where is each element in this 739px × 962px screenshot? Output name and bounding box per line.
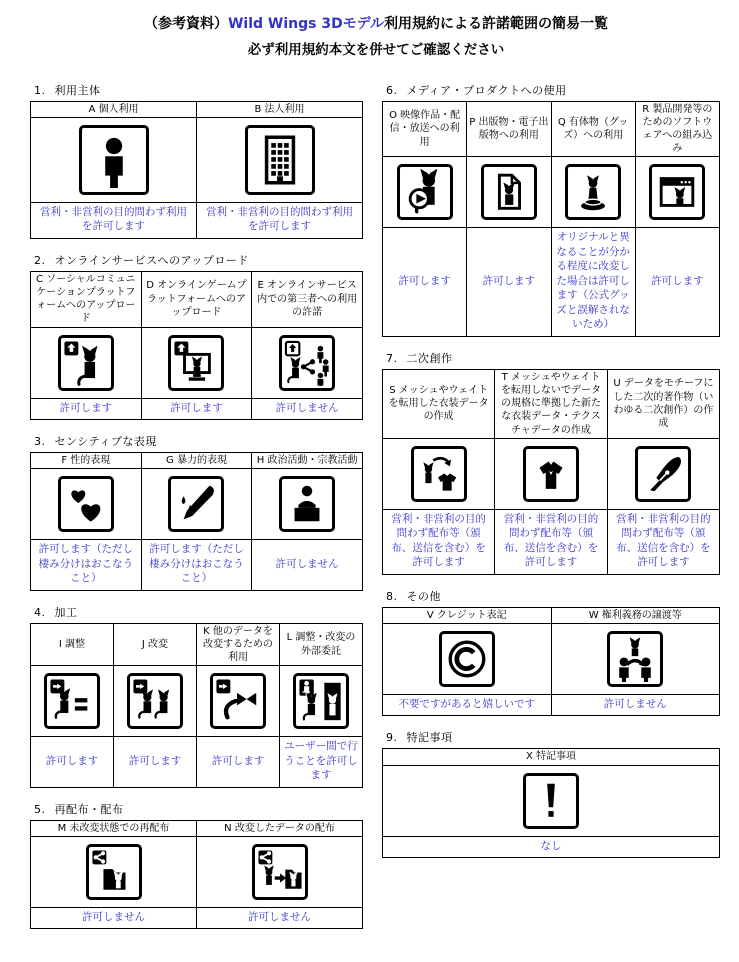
icon-box bbox=[58, 335, 114, 391]
section-heading bbox=[386, 729, 720, 745]
permission-cell: 許可します（ただし棲み分けはおこなうこと） bbox=[141, 540, 252, 590]
icon-box bbox=[168, 476, 224, 532]
adjust-equal-icon bbox=[49, 678, 95, 724]
icon-row bbox=[383, 157, 720, 228]
icon-box bbox=[210, 673, 266, 729]
icon-box bbox=[79, 125, 149, 195]
section-title: メディア・プロダクトへの使用 bbox=[406, 83, 567, 97]
permission-table bbox=[382, 101, 720, 337]
icon-cell bbox=[252, 327, 363, 398]
section-heading bbox=[386, 588, 720, 604]
icon-row bbox=[383, 438, 720, 509]
header-cell: L 調整・改変の外部委託 bbox=[280, 623, 363, 666]
icon-cell bbox=[197, 117, 363, 202]
permission-row bbox=[31, 202, 363, 238]
redistribute-folder-icon bbox=[91, 849, 137, 895]
outfit-new-icon bbox=[528, 451, 574, 497]
header-cell: E オンラインサービス内での第三者への利用の許諾 bbox=[252, 271, 363, 327]
header-row bbox=[31, 271, 363, 327]
icon-row bbox=[31, 469, 363, 540]
icon-row bbox=[31, 117, 363, 202]
modify-cats-icon bbox=[132, 678, 178, 724]
permission-cell: 許可しません bbox=[197, 907, 363, 928]
permission-cell: 営利・非営利の目的問わず配布等（頒布、送信を含む）を許可します bbox=[607, 509, 719, 574]
permission-table bbox=[30, 820, 363, 930]
header-cell: X 特記事項 bbox=[383, 749, 720, 765]
columns-container bbox=[30, 82, 722, 943]
hearts-icon bbox=[63, 481, 109, 527]
left-column bbox=[30, 82, 363, 943]
icon-cell bbox=[31, 469, 142, 540]
icon-box bbox=[635, 446, 691, 502]
permission-row bbox=[31, 540, 363, 590]
permission-row bbox=[383, 509, 720, 574]
header-cell: A 個人利用 bbox=[31, 101, 197, 117]
permission-cell: 許可しません bbox=[31, 907, 197, 928]
permission-cell: 許可します bbox=[467, 228, 551, 336]
notice-exclamation-icon bbox=[528, 778, 574, 824]
section-heading bbox=[34, 252, 363, 268]
podium-speech-icon bbox=[284, 481, 330, 527]
section-5 bbox=[30, 801, 363, 930]
section-heading bbox=[34, 433, 363, 449]
icon-cell bbox=[31, 666, 114, 737]
page-title bbox=[30, 14, 722, 36]
header-row bbox=[383, 749, 720, 765]
header-cell: N 改変したデータの配布 bbox=[197, 820, 363, 836]
header-cell: W 権利義務の譲渡等 bbox=[551, 607, 720, 623]
permission-cell: 不要ですがあると嬉しいです bbox=[383, 694, 552, 715]
permission-cell: 許可しません bbox=[252, 540, 363, 590]
icon-box bbox=[607, 631, 663, 687]
modify-other-data-icon bbox=[215, 678, 261, 724]
person-icon bbox=[86, 132, 142, 188]
section-number: 7. bbox=[386, 351, 398, 365]
permission-cell: なし bbox=[383, 836, 720, 857]
header-row bbox=[31, 101, 363, 117]
section-heading bbox=[34, 801, 363, 817]
header-row bbox=[383, 101, 720, 157]
permission-cell: 許可します bbox=[31, 398, 142, 419]
permission-cell: 営利・非営利の目的問わず利用を許可します bbox=[197, 202, 363, 238]
icon-box bbox=[168, 335, 224, 391]
header-row bbox=[31, 453, 363, 469]
permission-row bbox=[31, 907, 363, 928]
header-cell: T メッシュやウェイトを転用しないでデータの規格に準拠した新たな衣装データ・テクスチャデータの作成 bbox=[495, 369, 607, 438]
permission-table bbox=[382, 369, 720, 575]
icon-box bbox=[245, 125, 315, 195]
icon-row bbox=[31, 836, 363, 907]
header-cell: K 他のデータを改変するための利用 bbox=[197, 623, 280, 666]
section-title: センシティブな表現 bbox=[54, 435, 157, 449]
permission-table bbox=[30, 452, 363, 591]
icon-box bbox=[649, 164, 705, 220]
icon-cell bbox=[467, 157, 551, 228]
permission-row bbox=[383, 836, 720, 857]
permission-table bbox=[30, 101, 363, 239]
header-cell: F 性的表現 bbox=[31, 453, 142, 469]
permission-row bbox=[31, 398, 363, 419]
header-cell: V クレジット表記 bbox=[383, 607, 552, 623]
section-number: 2. bbox=[34, 253, 46, 267]
permission-cell: 営利・非営利の目的問わず利用を許可します bbox=[31, 202, 197, 238]
header-cell: C ソーシャルコミュニケーションプラットフォームへのアップロード bbox=[31, 271, 142, 327]
section-6 bbox=[382, 82, 720, 337]
icon-box bbox=[127, 673, 183, 729]
section-heading bbox=[34, 604, 363, 620]
publication-page-icon bbox=[486, 169, 532, 215]
header-cell: D オンラインゲームプラットフォームへのアップロード bbox=[141, 271, 252, 327]
header-row bbox=[31, 820, 363, 836]
section-title: 二次創作 bbox=[406, 351, 453, 365]
section-8 bbox=[382, 588, 720, 717]
section-7 bbox=[382, 350, 720, 575]
section-title: 加工 bbox=[54, 605, 78, 619]
permission-cell: 許可します bbox=[141, 398, 252, 419]
section-2 bbox=[30, 252, 363, 420]
icon-box bbox=[411, 446, 467, 502]
icon-cell bbox=[635, 157, 719, 228]
header-cell: O 映像作品・配信・放送への利用 bbox=[383, 101, 467, 157]
permission-cell: オリジナルと異なることが分かる程度に改変した場合は許可します（公式グッズと誤解されないため） bbox=[551, 228, 635, 336]
permission-cell: 許可します bbox=[114, 737, 197, 787]
header-cell: S メッシュやウェイトを転用した衣装データの作成 bbox=[383, 369, 495, 438]
permission-cell: 営利・非営利の目的問わず配布等（頒布、送信を含む）を許可します bbox=[383, 509, 495, 574]
icon-cell bbox=[114, 666, 197, 737]
building-icon bbox=[252, 132, 308, 188]
section-title: 特記事項 bbox=[406, 731, 453, 745]
third-party-license-icon bbox=[284, 340, 330, 386]
icon-box bbox=[252, 844, 308, 900]
header-row bbox=[383, 369, 720, 438]
icon-cell bbox=[141, 327, 252, 398]
permission-cell: 許可しません bbox=[252, 398, 363, 419]
icon-cell bbox=[252, 469, 363, 540]
copyright-icon bbox=[444, 636, 490, 682]
section-1 bbox=[30, 82, 363, 239]
page-subtitle: 必ず利用規約本文を併せてご確認ください bbox=[247, 41, 505, 58]
icon-row bbox=[31, 327, 363, 398]
icon-cell bbox=[495, 438, 607, 509]
permission-cell: 許可します bbox=[635, 228, 719, 336]
section-title: オンラインサービスへのアップロード bbox=[54, 253, 249, 267]
section-number: 3. bbox=[34, 435, 46, 449]
section-3 bbox=[30, 433, 363, 591]
permission-row bbox=[383, 694, 720, 715]
icon-box bbox=[397, 164, 453, 220]
software-window-icon bbox=[654, 169, 700, 215]
title-prefix: （参考資料） bbox=[143, 16, 228, 32]
section-number: 6. bbox=[386, 83, 398, 97]
permission-cell: 許可します bbox=[197, 737, 280, 787]
goods-figure-icon bbox=[570, 169, 616, 215]
distribute-modified-icon bbox=[257, 849, 303, 895]
icon-box bbox=[439, 631, 495, 687]
section-title: 利用主体 bbox=[54, 83, 101, 97]
permission-table bbox=[30, 623, 363, 788]
icon-row bbox=[383, 623, 720, 694]
icon-cell bbox=[141, 469, 252, 540]
knife-icon bbox=[173, 481, 219, 527]
section-number: 4. bbox=[34, 605, 46, 619]
icon-box bbox=[279, 476, 335, 532]
section-number: 9. bbox=[386, 731, 398, 745]
permission-table bbox=[382, 607, 720, 717]
icon-cell bbox=[383, 438, 495, 509]
icon-box bbox=[86, 844, 142, 900]
section-heading bbox=[34, 82, 363, 98]
permission-row bbox=[383, 228, 720, 336]
upload-game-icon bbox=[173, 340, 219, 386]
icon-cell bbox=[383, 623, 552, 694]
icon-row bbox=[383, 765, 720, 836]
title-suffix: 利用規約による許諾範囲の簡易一覧 bbox=[384, 16, 609, 32]
header-cell: H 政治活動・宗教活動 bbox=[252, 453, 363, 469]
header-cell: U データをモチーフにした二次的著作物（いわゆる二次創作）の作成 bbox=[607, 369, 719, 438]
permission-table bbox=[382, 748, 720, 858]
icon-cell bbox=[551, 623, 720, 694]
icon-box bbox=[523, 446, 579, 502]
section-number: 1. bbox=[34, 83, 46, 97]
section-4 bbox=[30, 604, 363, 788]
permission-cell: ユーザー間で行うことを許可します bbox=[280, 737, 363, 787]
section-heading bbox=[386, 350, 720, 366]
icon-box bbox=[481, 164, 537, 220]
icon-box bbox=[565, 164, 621, 220]
header-row bbox=[31, 623, 363, 666]
header-cell: J 改変 bbox=[114, 623, 197, 666]
permission-cell: 営利・非営利の目的問わず配布等（頒布、送信を含む）を許可します bbox=[495, 509, 607, 574]
icon-box bbox=[293, 673, 349, 729]
header-cell: Q 有体物（グッズ）への利用 bbox=[551, 101, 635, 157]
header-cell: G 暴力的表現 bbox=[141, 453, 252, 469]
icon-box bbox=[523, 773, 579, 829]
permission-row bbox=[31, 737, 363, 787]
icon-row bbox=[31, 666, 363, 737]
icon-cell bbox=[280, 666, 363, 737]
icon-box bbox=[44, 673, 100, 729]
video-play-icon bbox=[402, 169, 448, 215]
icon-cell bbox=[31, 117, 197, 202]
icon-cell bbox=[607, 438, 719, 509]
icon-cell bbox=[383, 765, 720, 836]
header-cell: M 未改変状態での再配布 bbox=[31, 820, 197, 836]
icon-cell bbox=[383, 157, 467, 228]
icon-cell bbox=[31, 836, 197, 907]
section-title: 再配布・配布 bbox=[54, 802, 124, 816]
header-cell: R 製品開発等のためのソフトウェアへの組み込み bbox=[635, 101, 719, 157]
rights-transfer-icon bbox=[612, 636, 658, 682]
upload-social-icon bbox=[63, 340, 109, 386]
section-number: 8. bbox=[386, 589, 398, 603]
section-heading bbox=[386, 82, 720, 98]
icon-cell bbox=[31, 327, 142, 398]
permission-cell: 許可します bbox=[31, 737, 114, 787]
permission-cell: 許可しません bbox=[551, 694, 720, 715]
right-column bbox=[382, 82, 720, 871]
icon-cell bbox=[197, 666, 280, 737]
section-number: 5. bbox=[34, 802, 46, 816]
outfit-reuse-icon bbox=[416, 451, 462, 497]
icon-cell bbox=[551, 157, 635, 228]
icon-cell bbox=[197, 836, 363, 907]
title-brand: Wild Wings 3Dモデル bbox=[227, 16, 385, 32]
fanart-pen-icon bbox=[640, 451, 686, 497]
header-cell: B 法人利用 bbox=[197, 101, 363, 117]
section-title: その他 bbox=[406, 589, 441, 603]
header-cell: P 出版物・電子出版物への利用 bbox=[467, 101, 551, 157]
icon-box bbox=[279, 335, 335, 391]
permission-cell: 許可します（ただし棲み分けはおこなうこと） bbox=[31, 540, 142, 590]
section-9 bbox=[382, 729, 720, 858]
icon-box bbox=[58, 476, 114, 532]
permission-cell: 許可します bbox=[383, 228, 467, 336]
header-row bbox=[383, 607, 720, 623]
permission-table bbox=[30, 271, 363, 420]
outsource-door-icon bbox=[298, 678, 344, 724]
header-cell: I 調整 bbox=[31, 623, 114, 666]
